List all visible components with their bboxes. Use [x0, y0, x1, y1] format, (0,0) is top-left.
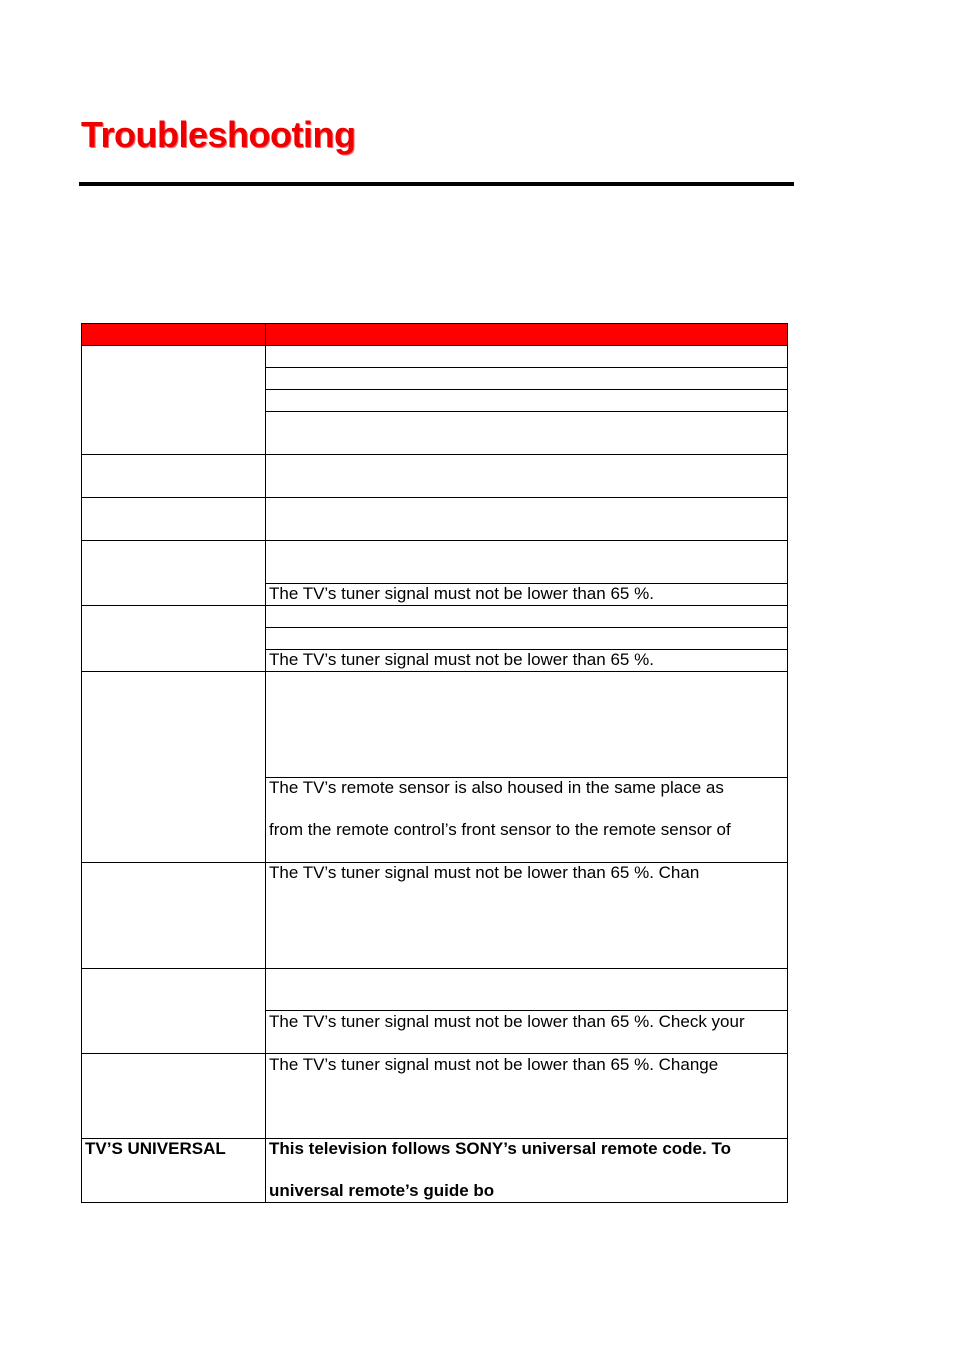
cell-separator	[265, 1010, 788, 1011]
row-separator	[81, 671, 788, 672]
cell-separator	[265, 367, 788, 368]
tuner-signal-note: The TV’s tuner signal must not be lower than 65 %.	[269, 584, 654, 603]
title-divider	[79, 182, 794, 186]
tuner-signal-note: The TV’s tuner signal must not be lower than 65 %. Check your	[269, 1012, 745, 1031]
row-separator	[81, 497, 788, 498]
row-separator	[81, 605, 788, 606]
header-divider	[265, 323, 266, 346]
remote-sensor-note-line1: The TV’s remote sensor is also housed in the same place as	[269, 778, 724, 797]
row-separator	[81, 540, 788, 541]
column-divider	[265, 345, 266, 1203]
table-header	[81, 323, 788, 346]
remote-sensor-note-line2: from the remote control’s front sensor to the remote sensor of	[269, 820, 731, 839]
page-title: Troubleshooting	[81, 114, 356, 155]
tuner-signal-note: The TV’s tuner signal must not be lower than 65 %.	[269, 650, 654, 669]
tuner-signal-note: The TV’s tuner signal must not be lower than 65 %. Change	[269, 1055, 719, 1074]
row-separator	[81, 1053, 788, 1054]
universal-remote-note-line2: universal remote’s guide bo	[269, 1181, 495, 1200]
cell-separator	[265, 627, 788, 628]
tuner-signal-note: The TV’s tuner signal must not be lower than 65 %. Chan	[269, 863, 700, 882]
universal-remote-label: TV’S UNIVERSAL	[85, 1139, 226, 1158]
row-separator	[81, 454, 788, 455]
cell-separator	[265, 389, 788, 390]
cell-separator	[265, 411, 788, 412]
universal-remote-note-line1: This television follows SONY’s universal remote code. To	[269, 1139, 731, 1158]
row-separator	[81, 968, 788, 969]
